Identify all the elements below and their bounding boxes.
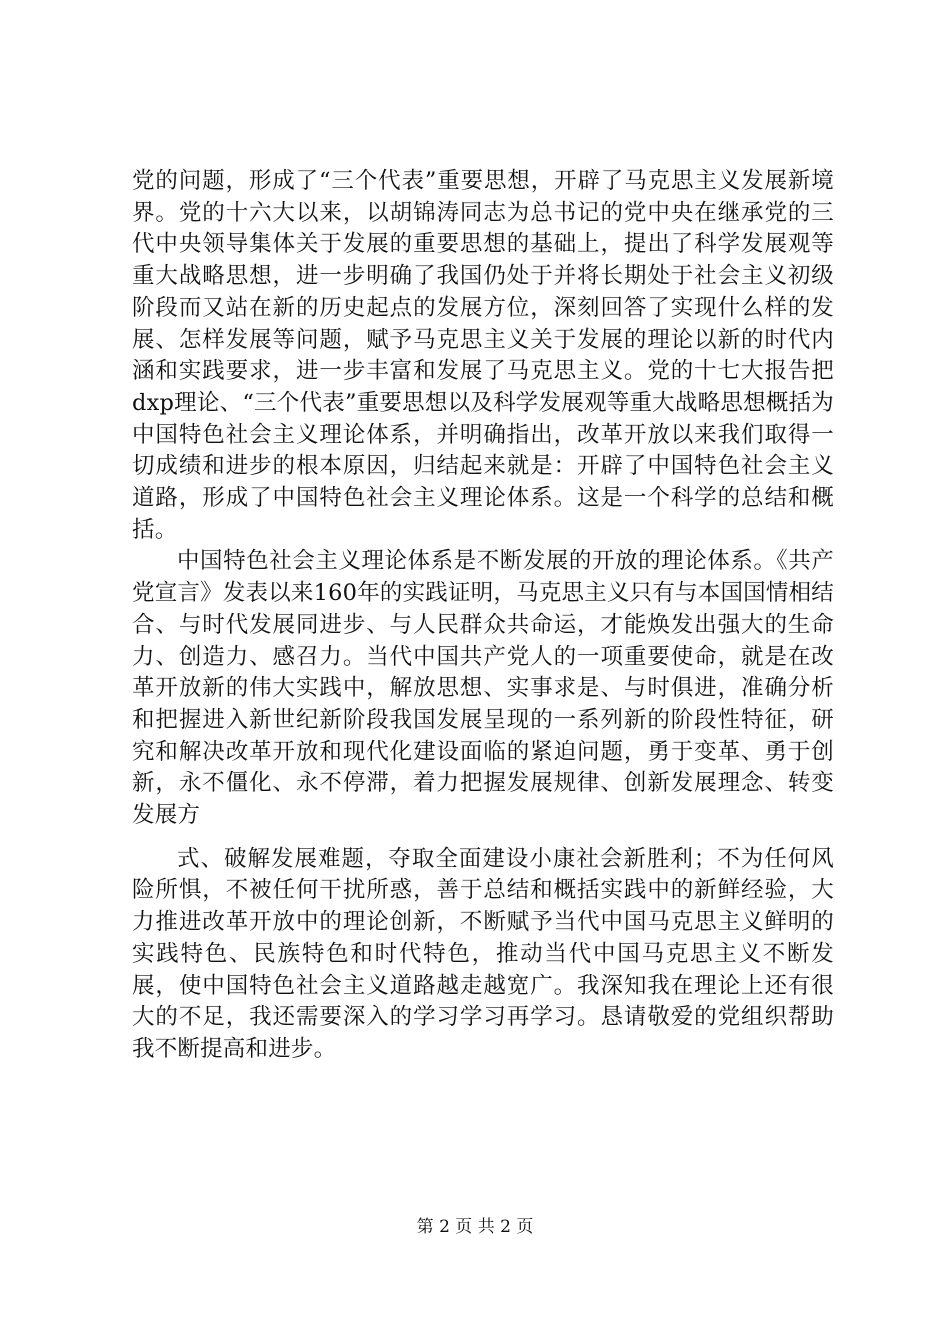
- paragraph-2: 中国特色社会主义理论体系是不断发展的开放的理论体系。《共产党宣言》发表以来160年的实践证明，马克思主义只有与本国国情相结合、与时代发展同进步、与人民群众共命运，才能焕发出强大的生命力、创造力、感召力。当代中国共产党人的一项重要使命，就是在改革开放新的伟大实践中，解放思想、实事求是、与时俱进，准确分析和把握进入新世纪新阶段我国发展呈现的一系列新的阶段性特征，研究和解决改革开放和现代化建设面临的紧迫问题，勇于变革、勇于创新，永不僵化、永不停滞，着力把握发展规律、创新发展理念、转变发展方: [132, 548, 834, 829]
- paragraph-3: 式、破解发展难题，夺取全面建设小康社会新胜利；不为任何风险所惧，不被任何干扰所惑，善于总结和概括实践中的新鲜经验，大力推进改革开放中的理论创新，不断赋予当代中国马克思主义鲜明的实践特色、民族特色和时代特色，推动当代中国马克思主义不断发展，使中国特色社会主义道路越走越宽广。我深知我在理论上还有很大的不足，我还需要深入的学习学习再学习。恳请敬爱的党组织帮助我不断提高和进步。: [132, 845, 834, 1062]
- page-number-label: 第 2 页 共 2 页: [416, 1217, 534, 1237]
- paragraph-1: 党的问题，形成了“三个代表”重要思想，开辟了马克思主义发展新境界。党的十六大以来，以胡锦涛同志为总书记的党中央在继承党的三代中央领导集体关于发展的重要思想的基础上，提出了科学发展观等重大战略思想，进一步明确了我国仍处于并将长期处于社会主义初级阶段而又站在新的历史起点的发展方位，深刻回答了实现什么样的发展、怎样发展等问题，赋予马克思主义关于发展的理论以新的时代内涵和实践要求，进一步丰富和发展了马克思主义。党的十七大报告把dxp理论、“三个代表”重要思想以及科学发展观等重大战略思想概括为中国特色社会主义理论体系，并明确指出，改革开放以来我们取得一切成绩和进步的根本原因，归结起来就是：开辟了中国特色社会主义道路，形成了中国特色社会主义理论体系。这是一个科学的总结和概括。: [132, 168, 834, 543]
- document-body: [132, 166, 834, 1066]
- page-footer: [0, 1216, 950, 1238]
